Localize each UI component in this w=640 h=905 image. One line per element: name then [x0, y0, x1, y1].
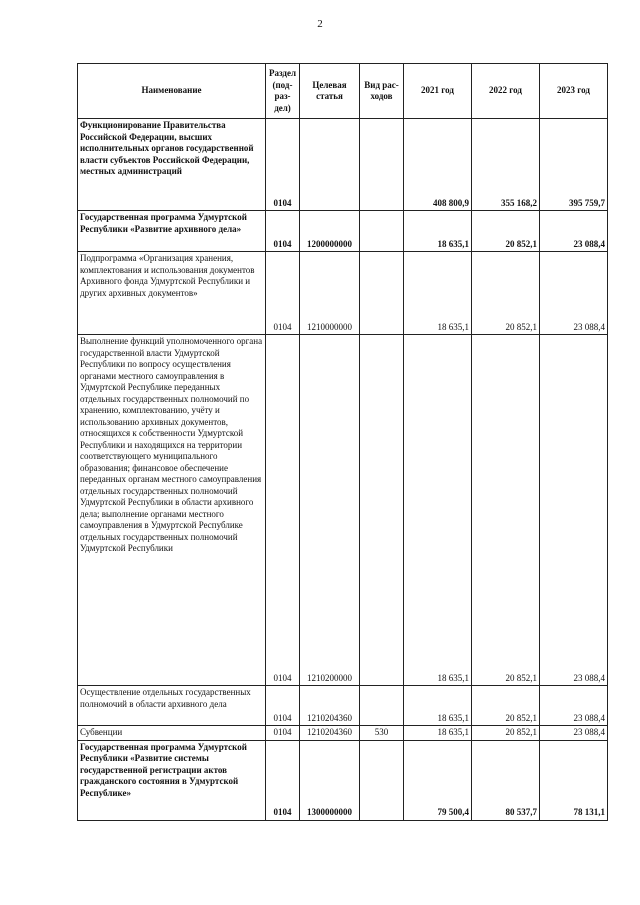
- table-row: [78, 211, 608, 252]
- row-2023: 23 088,4: [540, 335, 608, 686]
- header-section: Раздел (под-раз-дел): [266, 64, 300, 119]
- row-2021: 18 635,1: [404, 252, 472, 335]
- row-2022: 20 852,1: [472, 252, 540, 335]
- row-2023: 23 088,4: [540, 726, 608, 741]
- page-number: 2: [317, 18, 323, 30]
- row-2023: 23 088,4: [540, 686, 608, 726]
- header-2021: 2021 год: [404, 64, 472, 119]
- row-2023: 395 759,7: [540, 119, 608, 211]
- row-2022: 20 852,1: [472, 726, 540, 741]
- row-expense-type: [360, 686, 404, 726]
- header-target: Целевая статья: [300, 64, 360, 119]
- table-row: [78, 740, 608, 820]
- row-expense-type: [360, 119, 404, 211]
- row-section: 0104: [266, 335, 300, 686]
- row-target: 1300000000: [300, 740, 360, 820]
- row-target: [300, 119, 360, 211]
- row-expense-type: 530: [360, 726, 404, 741]
- row-section: 0104: [266, 252, 300, 335]
- row-2021: 408 800,9: [404, 119, 472, 211]
- row-expense-type: [360, 252, 404, 335]
- header-name: Наименование: [78, 64, 266, 119]
- header-2022: 2022 год: [472, 64, 540, 119]
- row-name: Выполнение функций уполномоченного органа государственной власти Удмуртской Республики по вопросу осуществления органами местного самоуправления в Удмуртской Республике переданных отдельных государственных полномочий по хранению, комплектованию, учёту и использованию архивных документов, относящихся к собственности Удмуртской Республики и находящихся на территории соответствующего муниципального образования; финансовое обеспечение переданных органам местного самоуправления отдельных государственных полномочий Удмуртской Республики в области архивного дела; выполнение органами местного самоуправления в Удмуртской Республике отдельных государственных полномочий Удмуртской Республики: [78, 335, 266, 686]
- row-2023: 78 131,1: [540, 740, 608, 820]
- table-row: [78, 686, 608, 726]
- table-row: [78, 726, 608, 741]
- row-2022: 355 168,2: [472, 119, 540, 211]
- row-2022: 20 852,1: [472, 335, 540, 686]
- row-name: Подпрограмма «Организация хранения, комплектования и использования документов Архивного фонда Удмуртской Республики и других архивных документов»: [78, 252, 266, 335]
- row-target: 1210200000: [300, 335, 360, 686]
- row-2021: 18 635,1: [404, 686, 472, 726]
- row-2021: 18 635,1: [404, 335, 472, 686]
- row-name: Государственная программа Удмуртской Республики «Развитие системы государственной регистрации актов гражданского состояния в Удмуртской Республике»: [78, 740, 266, 820]
- row-section: 0104: [266, 686, 300, 726]
- row-2023: 23 088,4: [540, 211, 608, 252]
- row-section: 0104: [266, 211, 300, 252]
- row-2022: 20 852,1: [472, 686, 540, 726]
- row-section: 0104: [266, 726, 300, 741]
- row-expense-type: [360, 211, 404, 252]
- table-row: [78, 119, 608, 211]
- row-name: Субвенции: [78, 726, 266, 741]
- header-expense-type: Вид рас-ходов: [360, 64, 404, 119]
- row-name: Функционирование Правительства Российской Федерации, высших исполнительных органов государственной власти субъектов Российской Федерации, местных администраций: [78, 119, 266, 211]
- table-row: [78, 335, 608, 686]
- header-row: [78, 64, 608, 119]
- row-name: Осуществление отдельных государственных полномочий в области архивного дела: [78, 686, 266, 726]
- row-expense-type: [360, 335, 404, 686]
- budget-table: [77, 63, 608, 821]
- header-2023: 2023 год: [540, 64, 608, 119]
- row-name: Государственная программа Удмуртской Республики «Развитие архивного дела»: [78, 211, 266, 252]
- row-section: 0104: [266, 119, 300, 211]
- row-2023: 23 088,4: [540, 252, 608, 335]
- row-target: 1210204360: [300, 726, 360, 741]
- row-2022: 80 537,7: [472, 740, 540, 820]
- row-section: 0104: [266, 740, 300, 820]
- row-target: 1210000000: [300, 252, 360, 335]
- row-2022: 20 852,1: [472, 211, 540, 252]
- row-expense-type: [360, 740, 404, 820]
- table-row: [78, 252, 608, 335]
- row-target: 1200000000: [300, 211, 360, 252]
- row-2021: 79 500,4: [404, 740, 472, 820]
- row-target: 1210204360: [300, 686, 360, 726]
- row-2021: 18 635,1: [404, 211, 472, 252]
- row-2021: 18 635,1: [404, 726, 472, 741]
